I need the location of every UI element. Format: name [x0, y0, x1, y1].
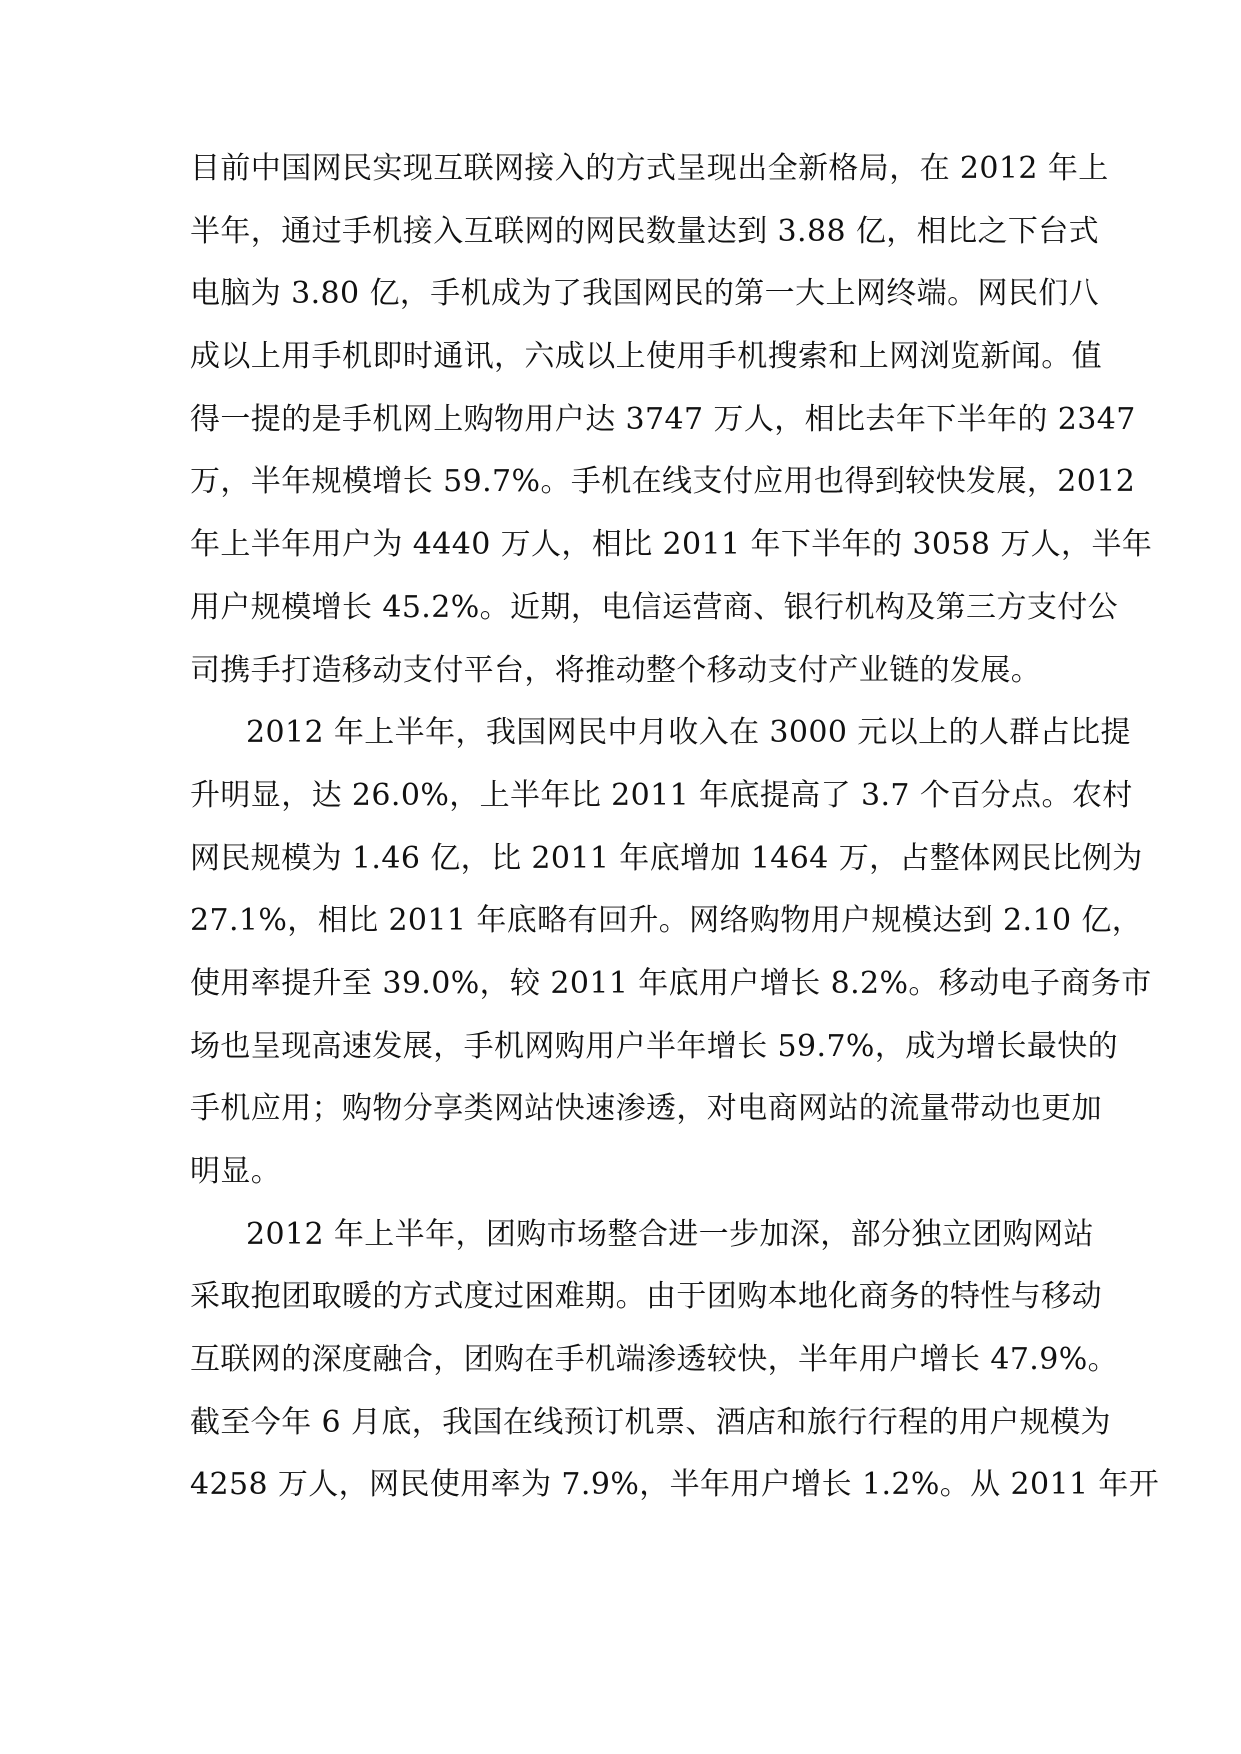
paragraph-mobile-internet [190, 138, 1153, 702]
paragraph-line: 互联网的深度融合，团购在手机端渗透较快，半年用户增长 47.9%。 [190, 1342, 1119, 1378]
paragraph-line: 使用率提升至 39.0%，较 2011 年底用户增长 8.2%。移动电子商务市 [190, 965, 1152, 1001]
paragraph-line: 明显。 [190, 1154, 282, 1189]
paragraph-line: 目前中国网民实现互联网接入的方式呈现出全新格局，在 2012 年上 [190, 151, 1109, 186]
paragraph-line: 4258 万人，网民使用率为 7.9%，半年用户增长 1.2%。从 2011 年开 [190, 1467, 1160, 1503]
paragraph-line: 升明显，达 26.0%，上半年比 2011 年底提高了 3.7 个百分点。农村 [190, 777, 1133, 813]
paragraph-income-ecommerce [190, 702, 1152, 1204]
paragraph-line: 用户规模增长 45.2%。近期，电信运营商、银行机构及第三方支付公 [190, 589, 1119, 625]
paragraph-line: 年上半年用户为 4440 万人，相比 2011 年下半年的 3058 万人，半年 [190, 527, 1153, 563]
paragraph-line: 司携手打造移动支付平台，将推动整个移动支付产业链的发展。 [190, 652, 1042, 688]
paragraph-line: 2012 年上半年，团购市场整合进一步加深，部分独立团购网站 [246, 1216, 1094, 1252]
paragraph-line: 27.1%，相比 2011 年底略有回升。网络购物用户规模达到 2.10 亿， [190, 903, 1143, 939]
paragraph-line: 半年，通过手机接入互联网的网民数量达到 3.88 亿，相比之下台式 [190, 213, 1100, 249]
paragraph-line: 手机应用；购物分享类网站快速渗透，对电商网站的流量带动也更加 [190, 1091, 1102, 1127]
document-body [190, 138, 1160, 1517]
paragraph-line: 采取抱团取暖的方式度过困难期。由于团购本地化商务的特性与移动 [190, 1279, 1102, 1315]
paragraph-line: 截至今年 6 月底，我国在线预订机票、酒店和旅行行程的用户规模为 [190, 1404, 1111, 1440]
paragraph-line: 电脑为 3.80 亿，手机成为了我国网民的第一大上网终端。网民们八 [190, 276, 1100, 312]
paragraph-line: 成以上用手机即时通讯，六成以上使用手机搜索和上网浏览新闻。值 [190, 339, 1102, 375]
paragraph-group-buying-travel [190, 1204, 1160, 1517]
paragraph-line: 2012 年上半年，我国网民中月收入在 3000 元以上的人群占比提 [246, 715, 1131, 751]
paragraph-line: 网民规模为 1.46 亿，比 2011 年底增加 1464 万，占整体网民比例为 [190, 840, 1143, 876]
paragraph-line: 得一提的是手机网上购物用户达 3747 万人，相比去年下半年的 2347 [190, 401, 1136, 437]
paragraph-line: 场也呈现高速发展，手机网购用户半年增长 59.7%，成为增长最快的 [190, 1028, 1119, 1064]
paragraph-line: 万，半年规模增长 59.7%。手机在线支付应用也得到较快发展，2012 [190, 464, 1136, 500]
